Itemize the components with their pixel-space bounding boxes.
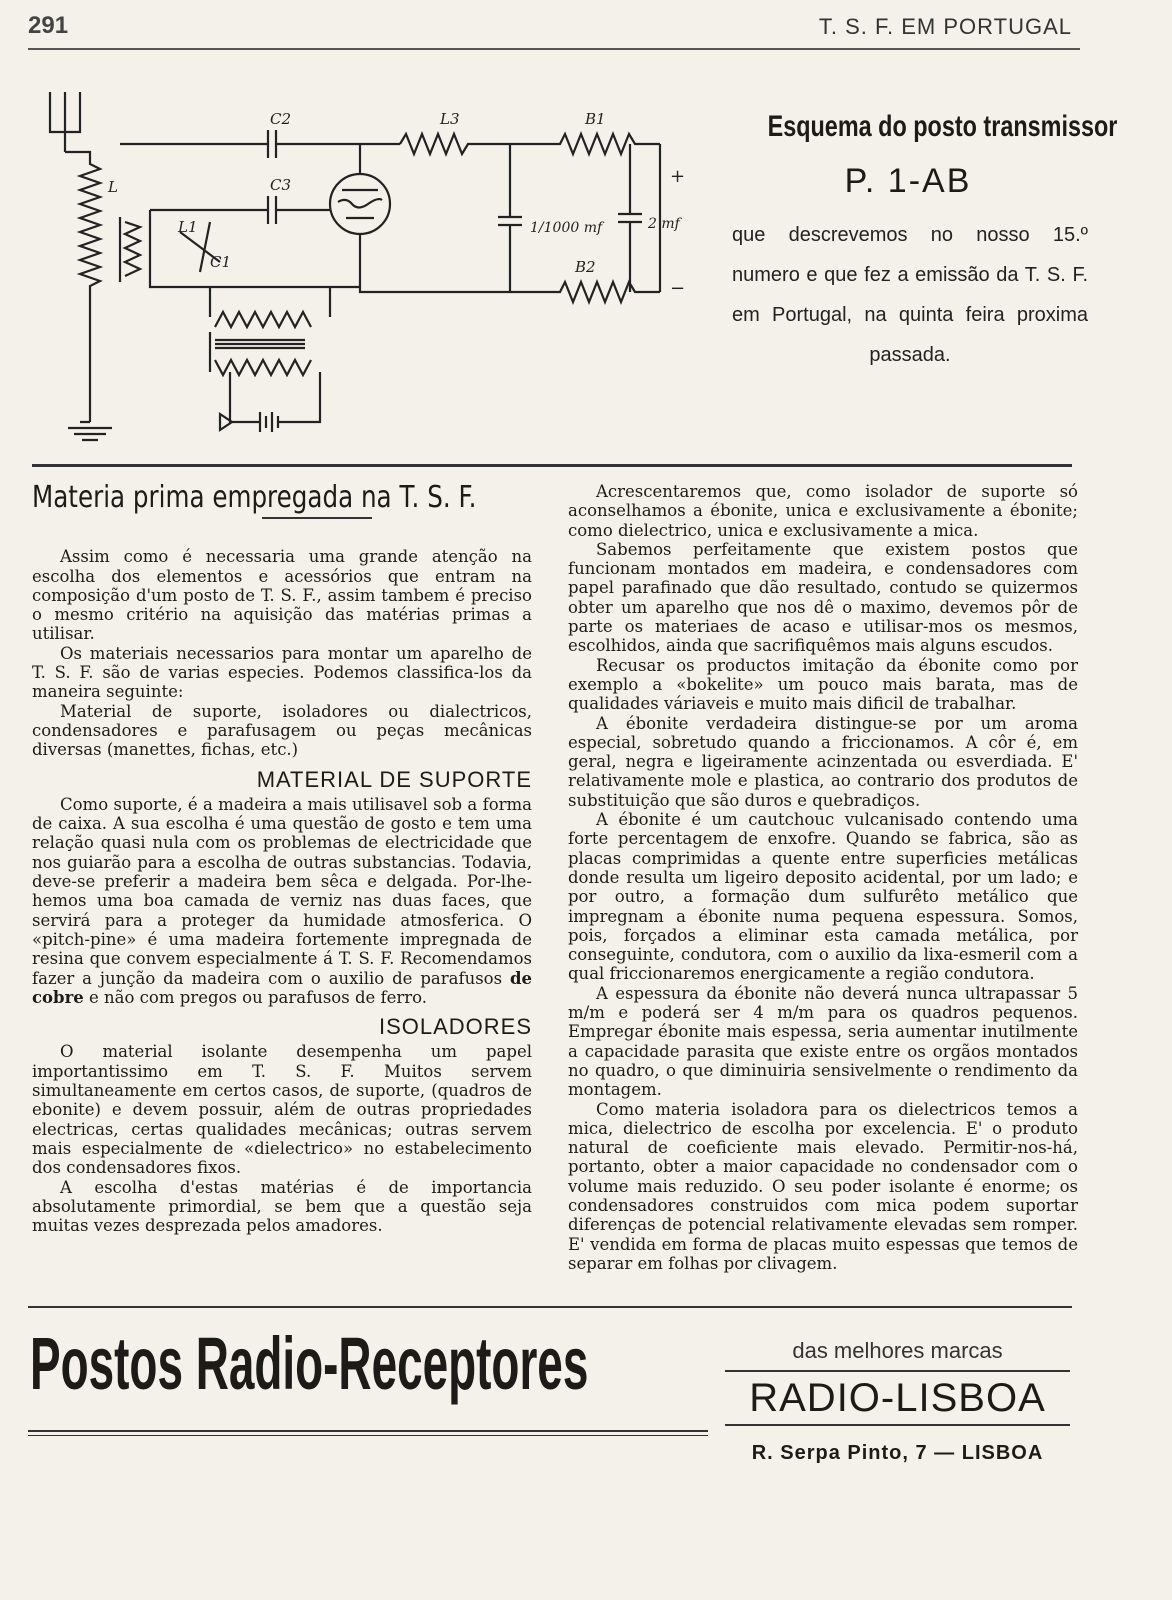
caption-title: Esquema do posto transmissor	[767, 110, 1118, 143]
advert-tagline: das melhores marcas	[792, 1338, 1003, 1363]
schematic-caption	[728, 110, 1118, 375]
caption-code: P. 1-AB	[844, 162, 972, 200]
label-2mf: 2 mf	[648, 216, 680, 232]
paragraph: Como materia isoladora para os dielectricos temos a mica, dielectrico de escolha por excelencia. E' o produto natural de coeficiente mais elevado. Permitir-nos-há, portanto, obter a maior capacidade no condensador com o volume mais reduzido. O seu poder isolante é enorme; os condensadores construidos com mica podem suportar diferenças de potencial relativamente elevadas sem romper. E' vendida em forma de placas muito espessas que temos de separar em folhas por clivagem.	[568, 1099, 1078, 1273]
label-c1: C1	[210, 253, 232, 271]
transmitter-schematic	[30, 72, 700, 452]
label-l3: L3	[440, 110, 460, 128]
text-run: e não com pregos ou parafusos de ferro.	[89, 987, 428, 1007]
advert-brand: RADIO-LISBOA	[725, 1370, 1070, 1426]
caption-body: que descrevemos no nosso 15.º numero e que fez a emissão da T. S. F. em Portugal, na quinta feira proxima passada.	[732, 224, 1088, 366]
paragraph: Recusar os productos imitação da ébonite como por exemplo a «bokelite» um pouco mais barata, mas de qualidades váriaveis e muito mais dificil de trabalhar.	[568, 655, 1078, 714]
label-1000mf: 1/1000 mf	[530, 220, 603, 236]
article-column-right	[568, 482, 1078, 1273]
subhead-isoladores: ISOLADORES	[378, 1014, 532, 1040]
paragraph: A ébonite verdadeira distingue-se por um aroma especial, sobretudo quando a friccionamos. A côr é, em geral, negra e ligeiramente acinzentada ou esverdiada. E' relativamente mole e plastica, ao contrario dos produtos de substituição que são duros e quebradiços.	[568, 713, 1078, 810]
section-divider	[32, 464, 1072, 467]
title-rule	[262, 517, 372, 519]
article-column-left	[32, 482, 532, 1235]
advert-headline: Postos Radio-Receptores	[30, 1322, 589, 1405]
label-c2: C2	[270, 110, 292, 128]
paragraph: Acrescentaremos que, como isolador de suporte só aconselhamos a ébonite, unica e exclusivamente a ébonite; como dielectrico, unica e exclusivamente a mica.	[568, 482, 1078, 540]
paragraph: A escolha d'estas matérias é de importancia absolutamente primordial, se bem que a questão seja muitas vezes desprezada pelos amadores.	[32, 1177, 532, 1236]
paragraph	[32, 795, 532, 1007]
advert-box	[725, 1338, 1070, 1465]
label-l1: L1	[178, 218, 198, 236]
journal-title: T. S. F. EM PORTUGAL	[818, 14, 1072, 39]
label-b1: B1	[585, 110, 606, 128]
text-run: Como suporte, é a madeira a mais utilisavel sob a forma de caixa. A sua escolha é uma questão de gosto e tem uma relação quasi nula com os problemas de electricidade que nos guiarão para a escolha de outras substancias. Todavia, deve-se preferir a madeira bem sêca e delgada. Por-lhe-hemos uma boa camada de verniz nas duas faces, que servirá para a proteger da humidade atmosferica. O «pitch-pine» é uma madeira fortemente impregnada de resina que convem especialmente á T. S. F. Recomendamos fazer a junção da madeira com o auxilio de parafusos	[32, 794, 532, 988]
subhead-material-suporte: MATERIAL DE SUPORTE	[256, 766, 532, 792]
text-bold: de cobre	[32, 968, 532, 1007]
advert-rule-bottom	[28, 1430, 708, 1432]
paragraph: A espessura da ébonite não deverá nunca ultrapassar 5 m/m e poderá ser 4 m/m para os quadros pequenos. Empregar ébonite mais espessa, seria aumentar inutilmente a capacidade parasita que existe entre os orgãos montados no quadro, o que diminuiria sensivelmente o rendimento da montagem.	[568, 983, 1078, 1100]
label-c3: C3	[270, 176, 292, 194]
label-minus: −	[670, 278, 686, 299]
label-l: L	[108, 178, 118, 196]
header-rule	[28, 48, 1080, 50]
paragraph: A ébonite é um cautchouc vulcanisado contendo uma forte percentagem de enxofre. Quando se fabrica, são as placas comprimidas a quente entre superficies metálicas donde resulta um ligeiro deposito acidental, por um lado; e por outro, a formação dum sulfurêto metálico que impregnam a ébonite numa pequena espessura. Somos, pois, forçados a eliminar esta camada metálica, por conseguinte, condutora, com o auxilio da lixa-esmeril com a qual friccionaremos energicamente a região condutora.	[568, 810, 1078, 984]
paragraph: Assim como é necessaria uma grande atenção na escolha dos elementos e acessórios que entram na composição d'um posto de T. S. F., assim tambem é preciso o mesmo critério na aquisição das matérias primas a utilisar.	[32, 547, 532, 644]
advert-rule	[28, 1306, 1072, 1308]
paragraph: O material isolante desempenha um papel importantissimo em T. S. F. Muitos servem simultaneamente em certos casos, de suporte, (quadros de ebonite) e devem possuir, além de outras propriedades electricas, certas qualidades mecânicas; outras servem mais especialmente de «dielectrico» no estabelecimento dos condensadores fixos.	[32, 1042, 532, 1178]
article-title: Materia prima empregada na T. S. F.	[32, 480, 477, 515]
advert-rule-bottom	[28, 1435, 708, 1436]
paragraph: Material de suporte, isoladores ou dialectricos, condensadores e parafusagem ou peças mecânicas diversas (manettes, fichas, etc.)	[32, 701, 532, 760]
label-plus: +	[670, 166, 686, 187]
label-b2: B2	[575, 258, 596, 276]
page-number: 291	[28, 12, 69, 39]
paragraph: Os materiais necessarios para montar um aparelho de T. S. F. são de varias especies. Podemos classifica-los da maneira seguinte:	[32, 643, 532, 702]
paragraph: Sabemos perfeitamente que existem postos que funcionam montados em madeira, e condensadores com papel parafinado que dão resultado, contudo se quizermos obter um aparelho que nos dê o maximo, devemos pôr de parte os materiaes de acaso e utilisar-mos os mesmos, escolhidos, ainda que sacrifiquêmos mais alguns escudos.	[568, 539, 1078, 656]
advert-address: R. Serpa Pinto, 7 — LISBOA	[751, 1442, 1044, 1464]
